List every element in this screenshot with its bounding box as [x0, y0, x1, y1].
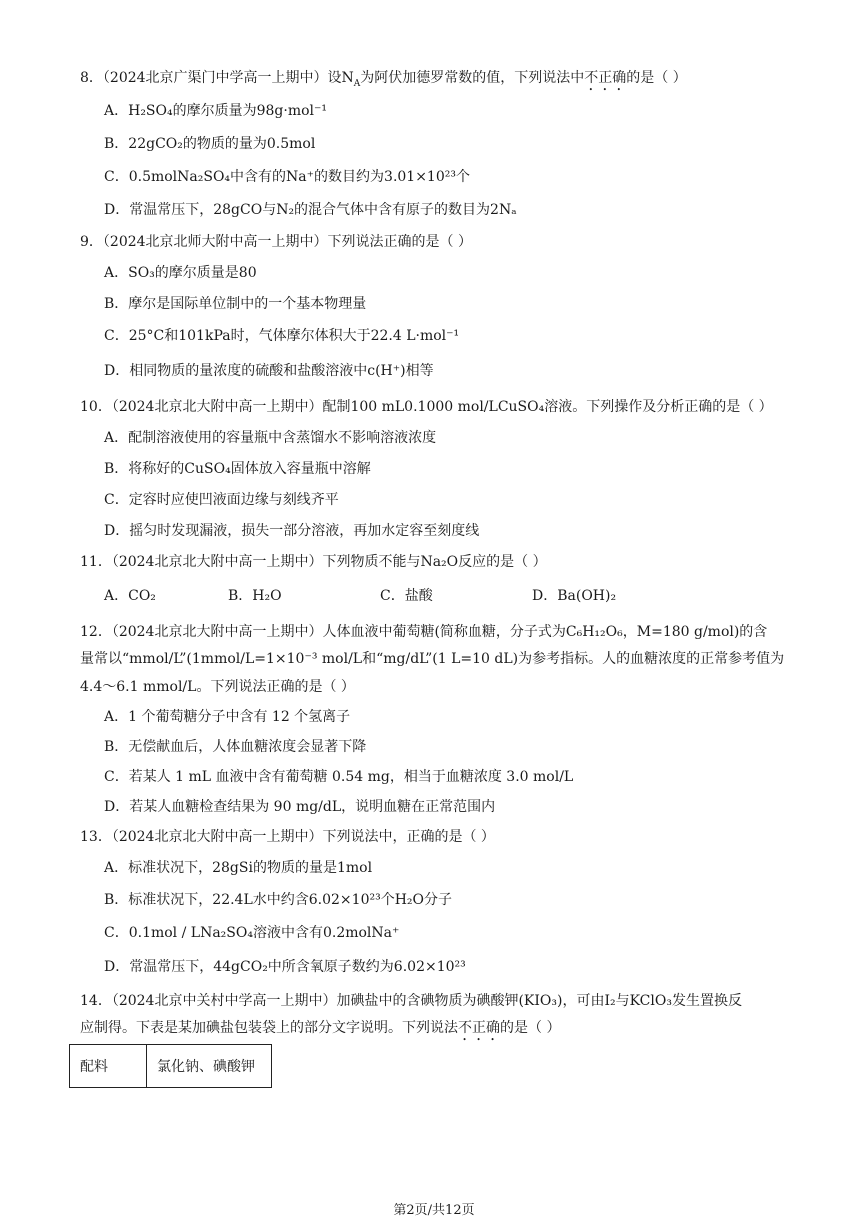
question-13-option-a: A．标准状况下，28gSi的物质的量是1mol — [104, 860, 373, 876]
question-13-stem: 13．（2024北京北大附中高一上期中）下列说法中，正确的是（ ） — [80, 829, 495, 845]
question-12-option-d: D．若某人血糖检查结果为 90 mg/dL，说明血糖在正常范围内 — [104, 799, 496, 815]
question-8-option-c: C．0.5molNa₂SO₄中含有的Na⁺的数目约为3.01×10²³个 — [104, 169, 470, 185]
page-footer: 第2页/共12页 — [393, 1203, 475, 1218]
question-10-option-d: D．摇匀时发现漏液，损失一部分溶液，再加水定容至刻度线 — [104, 523, 480, 539]
question-11-option-d: D．Ba(OH)₂ — [532, 588, 617, 604]
question-12-option-b: B．无偿献血后，人体血糖浓度会显著下降 — [104, 739, 367, 755]
question-11-option-c: C．盐酸 — [380, 588, 433, 604]
question-9-option-c: C．25°C和101kPa时，气体摩尔体积大于22.4 L·mol⁻¹ — [104, 328, 460, 344]
table-cell-value: 氯化钠、碘酸钾 — [147, 1045, 272, 1088]
question-11-option-b: B．H₂O — [228, 588, 282, 604]
question-9-option-b: B．摩尔是国际单位制中的一个基本物理量 — [104, 296, 367, 312]
question-12-stem-line-1: 12．（2024北京北大附中高一上期中）人体血液中葡萄糖(简称血糖，分子式为C₆H₁₂O₆，M=180 g/mol)的含 — [80, 624, 768, 640]
question-13-option-c: C．0.1mol / LNa₂SO₄溶液中含有0.2molNa⁺ — [104, 925, 400, 941]
table-cell-label: 配料 — [70, 1045, 147, 1088]
question-12-stem-line-2: 量常以“mmol/L”(1mmol/L=1×10⁻³ mol/L和“mg/dL”(1 L=10 dL)为参考指标。人的血糖浓度的正常参考值为 — [80, 651, 785, 667]
question-10-option-a: A．配制溶液使用的容量瓶中含蒸馏水不影响溶液浓度 — [104, 430, 437, 446]
question-9-stem: 9．（2024北京北师大附中高一上期中）下列说法正确的是（ ） — [80, 234, 472, 250]
question-8-option-d: D．常温常压下，28gCO与N₂的混合气体中含有原子的数目为2Nₐ — [104, 202, 517, 218]
question-10-stem: 10．（2024北京北大附中高一上期中）配制100 mL0.1000 mol/LCuSO₄溶液。下列操作及分析正确的是（ ） — [80, 399, 773, 415]
question-9-option-a: A．SO₃的摩尔质量是80 — [104, 265, 257, 281]
question-14-stem-line-1: 14．（2024北京中关村中学高一上期中）加碘盐中的含碘物质为碘酸钾(KIO₃)，可由I₂与KClO₃发生置换反 — [80, 993, 742, 1009]
question-12-option-a: A．1 个葡萄糖分子中含有 12 个氢离子 — [104, 709, 351, 725]
table-row — [70, 1045, 272, 1088]
question-13-option-b: B．标准状况下，22.4L水中约含6.02×10²³个H₂O分子 — [104, 892, 452, 908]
question-10-option-c: C．定容时应使凹液面边缘与刻线齐平 — [104, 492, 339, 508]
question-8-option-b: B．22gCO₂的物质的量为0.5mol — [104, 136, 316, 152]
ingredient-table — [69, 1044, 272, 1088]
question-10-option-b: B．将称好的CuSO₄固体放入容量瓶中溶解 — [104, 461, 371, 477]
question-11-option-a: A．CO₂ — [104, 588, 156, 604]
question-14-stem-line-2: 应制得。下表是某加碘盐包装袋上的部分文字说明。下列说法不正确的是（ ） — [80, 1020, 561, 1036]
question-9-option-d: D．相同物质的量浓度的硫酸和盐酸溶液中c(H⁺)相等 — [104, 363, 434, 379]
question-12-stem-line-3: 4.4～6.1 mmol/L。下列说法正确的是（ ） — [80, 679, 355, 695]
question-13-option-d: D．常温常压下，44gCO₂中所含氧原子数约为6.02×10²³ — [104, 959, 466, 975]
question-8-stem: 8．（2024北京广渠门中学高一上期中）设$N_A$为阿伏加德罗常数的值，下列说法中不正确的是（ ） — [80, 70, 687, 89]
question-11-options — [104, 586, 616, 606]
question-12-option-c: C．若某人 1 mL 血液中含有葡萄糖 0.54 mg，相当于血糖浓度 3.0 mol/L — [104, 769, 574, 785]
question-11-stem: 11．（2024北京北大附中高一上期中）下列物质不能与Na₂O反应的是（ ） — [80, 554, 547, 570]
question-8-option-a: A．H₂SO₄的摩尔质量为98g·mol⁻¹ — [104, 103, 328, 119]
